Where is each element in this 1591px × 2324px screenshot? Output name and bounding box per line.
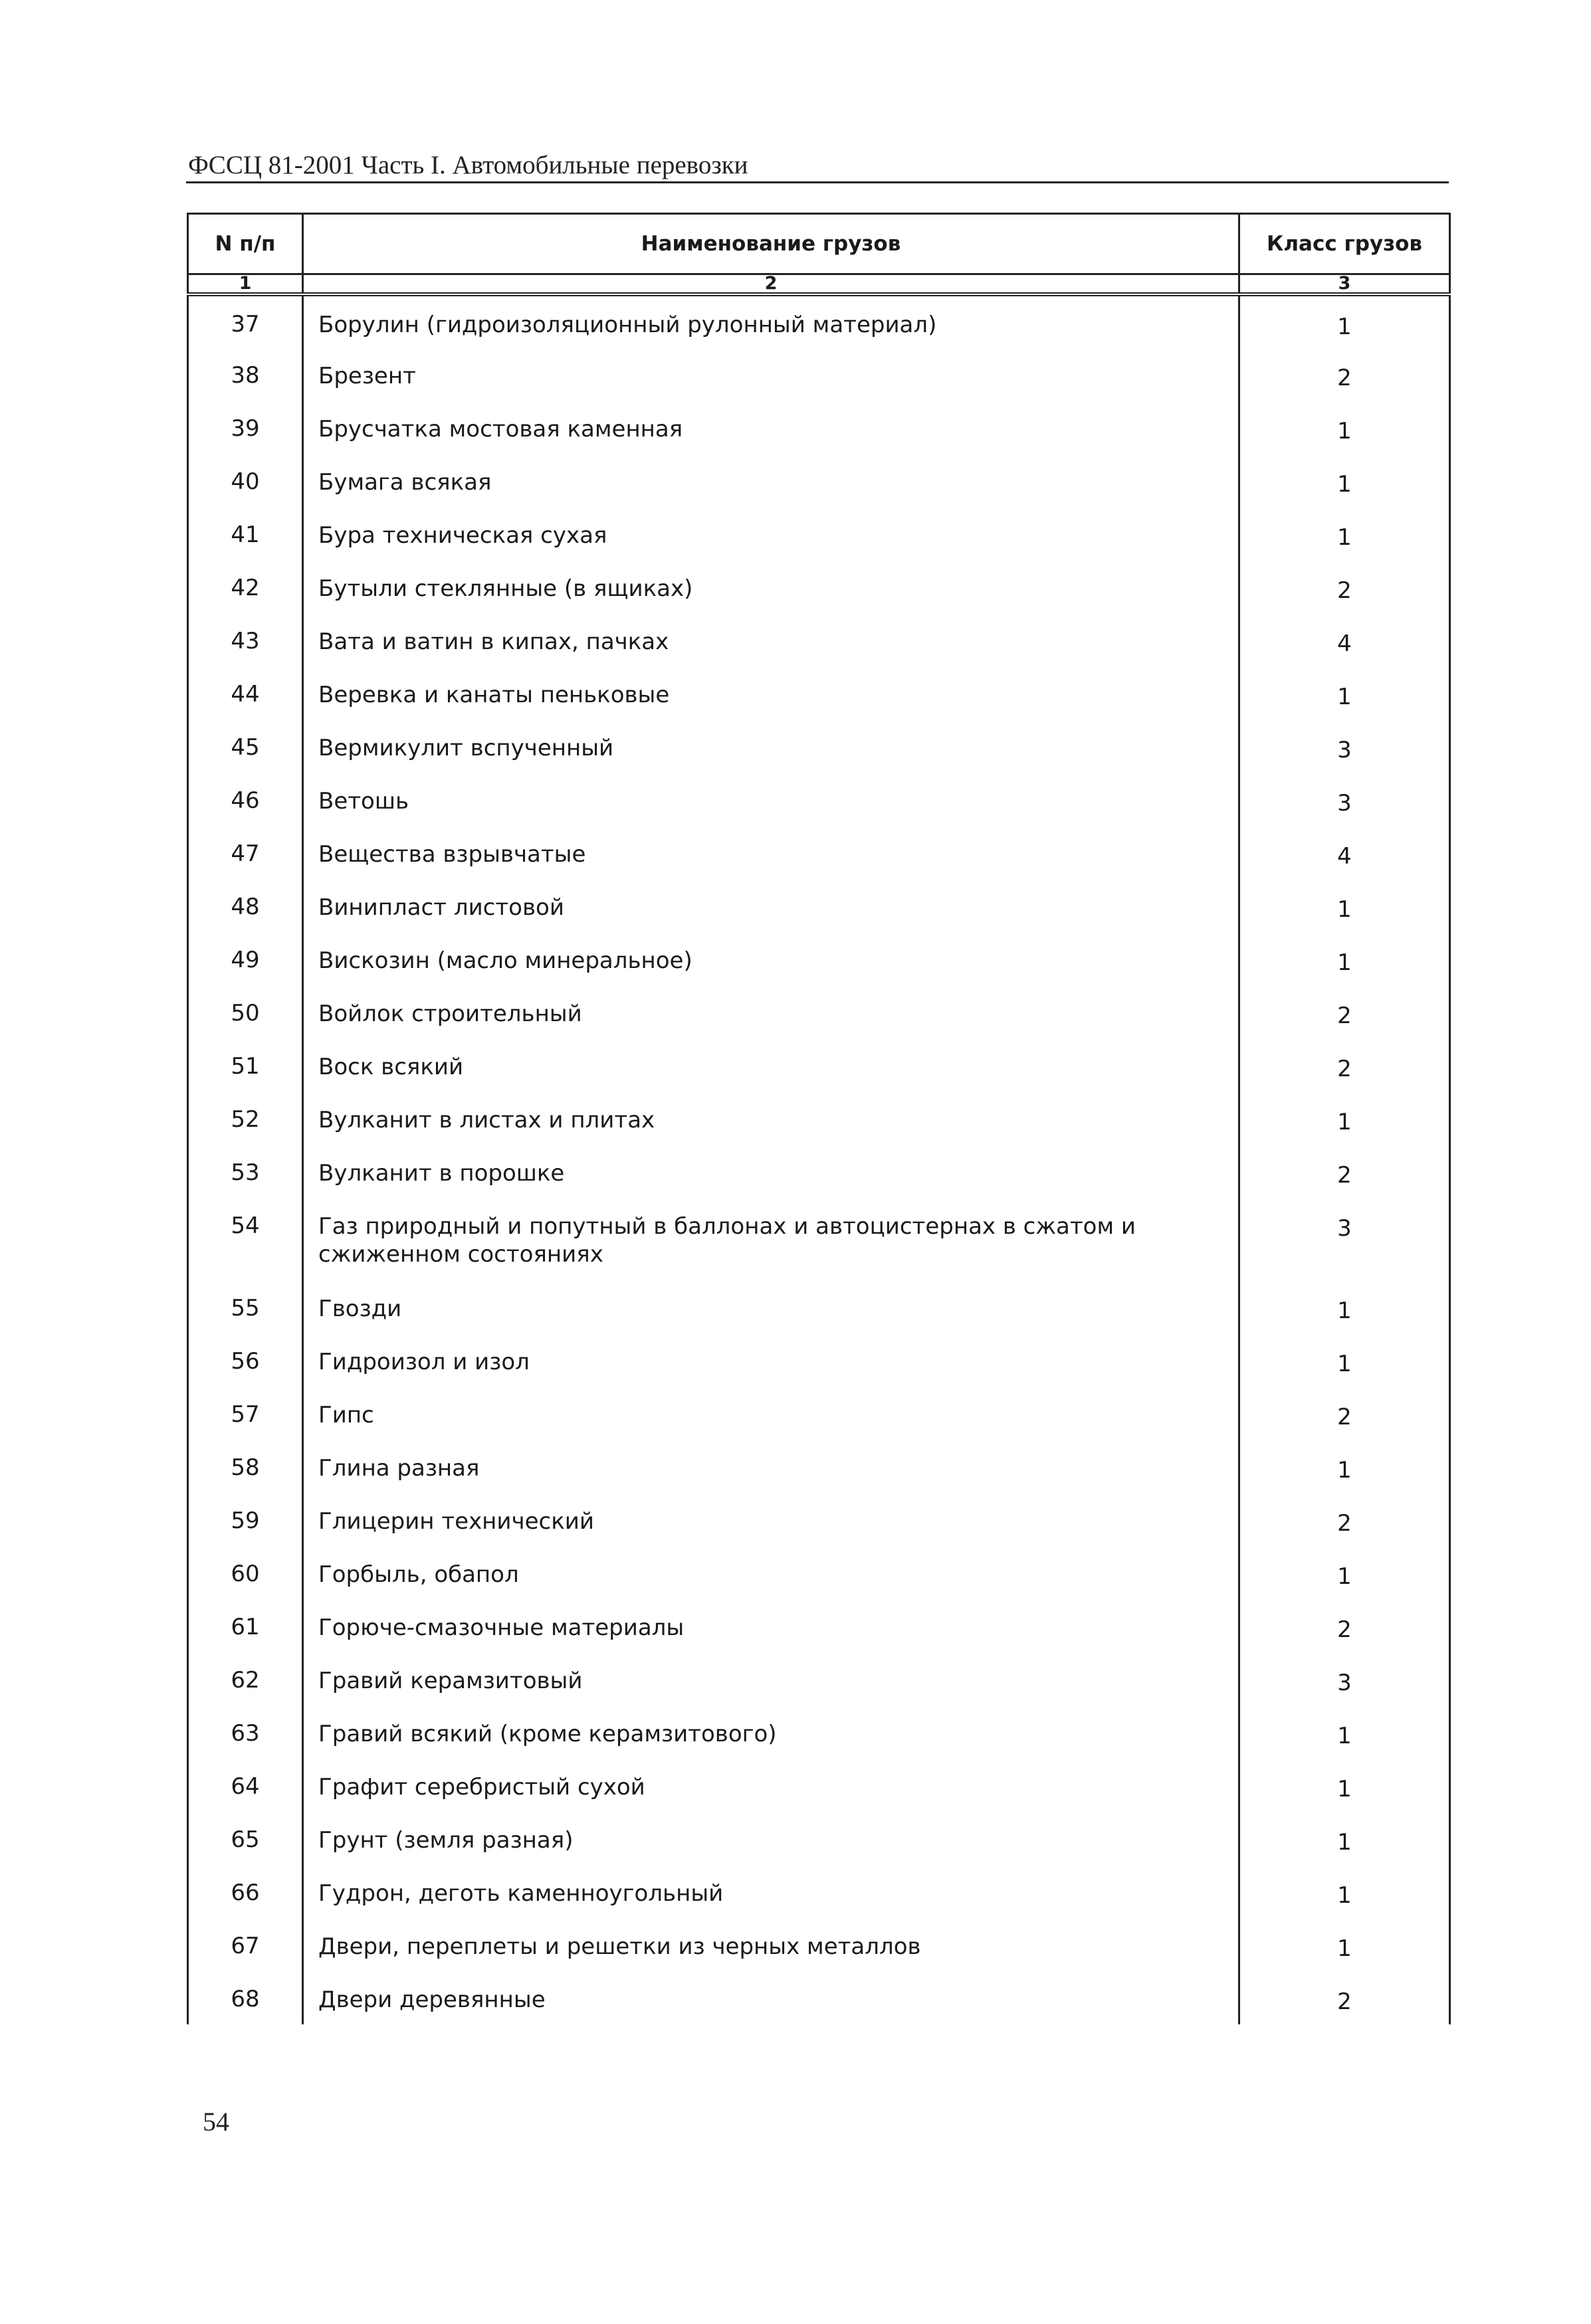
- cargo-class-cell: 1: [1239, 454, 1450, 507]
- cargo-name-cell: Грунт (земля разная): [303, 1812, 1239, 1865]
- cargo-class-cell: 1: [1239, 1546, 1450, 1599]
- table-row: [188, 294, 1450, 347]
- cargo-name-cell: Вещества взрывчатые: [303, 826, 1239, 879]
- row-number-cell: 63: [188, 1705, 303, 1759]
- row-number-cell: 52: [188, 1092, 303, 1145]
- cargo-class-cell: 1: [1239, 1759, 1450, 1812]
- cargo-class-cell: 3: [1239, 1198, 1450, 1280]
- cargo-class-cell: 1: [1239, 1280, 1450, 1333]
- table-row: [188, 1038, 1450, 1092]
- table-row: [188, 1145, 1450, 1198]
- cargo-name-cell: Бумага всякая: [303, 454, 1239, 507]
- table-row: [188, 985, 1450, 1038]
- cargo-name-cell: Вулканит в порошке: [303, 1145, 1239, 1198]
- cargo-class-cell: 1: [1239, 1918, 1450, 1971]
- cargo-class-cell: 1: [1239, 879, 1450, 932]
- table-row: [188, 454, 1450, 507]
- cargo-name-cell: Гравий всякий (кроме керамзитового): [303, 1705, 1239, 1759]
- cargo-class-cell: 2: [1239, 1493, 1450, 1546]
- row-number-cell: 48: [188, 879, 303, 932]
- table-row: [188, 773, 1450, 826]
- cargo-name-cell: Гидроизол и изол: [303, 1333, 1239, 1387]
- table-row: [188, 1759, 1450, 1812]
- row-number-cell: 45: [188, 720, 303, 773]
- cargo-class-cell: 1: [1239, 1092, 1450, 1145]
- row-number-cell: 57: [188, 1387, 303, 1440]
- cargo-name-cell: Вата и ватин в кипах, пачках: [303, 613, 1239, 666]
- table-row: [188, 507, 1450, 560]
- table-row: [188, 1198, 1450, 1280]
- cargo-class-cell: 3: [1239, 720, 1450, 773]
- table-row: [188, 932, 1450, 985]
- row-number-cell: 41: [188, 507, 303, 560]
- column-numbers-row: [188, 274, 1450, 295]
- table-row: [188, 560, 1450, 613]
- row-number-cell: 56: [188, 1333, 303, 1387]
- table-row: [188, 401, 1450, 454]
- cargo-name-cell: Брусчатка мостовая каменная: [303, 401, 1239, 454]
- table-row: [188, 1705, 1450, 1759]
- column-number-3: 3: [1239, 274, 1450, 295]
- running-header: ФССЦ 81-2001 Часть I. Автомобильные перевозки: [188, 151, 748, 179]
- column-header-name: Наименование грузов: [303, 214, 1239, 274]
- cargo-name-cell: Горюче-смазочные материалы: [303, 1599, 1239, 1652]
- row-number-cell: 68: [188, 1971, 303, 2024]
- cargo-class-cell: 1: [1239, 294, 1450, 347]
- cargo-name-cell: Воск всякий: [303, 1038, 1239, 1092]
- row-number-cell: 49: [188, 932, 303, 985]
- row-number-cell: 58: [188, 1440, 303, 1493]
- cargo-name-cell: Вермикулит вспученный: [303, 720, 1239, 773]
- table-row: [188, 1971, 1450, 2024]
- table-row: [188, 613, 1450, 666]
- cargo-class-cell: 1: [1239, 666, 1450, 720]
- row-number-cell: 38: [188, 347, 303, 401]
- table-row: [188, 1387, 1450, 1440]
- cargo-class-cell: 1: [1239, 1865, 1450, 1918]
- row-number-cell: 64: [188, 1759, 303, 1812]
- cargo-name-cell: Гипс: [303, 1387, 1239, 1440]
- cargo-class-cell: 2: [1239, 1387, 1450, 1440]
- cargo-class-cell: 2: [1239, 1599, 1450, 1652]
- table-row: [188, 1280, 1450, 1333]
- row-number-cell: 47: [188, 826, 303, 879]
- cargo-name-cell: Двери деревянные: [303, 1971, 1239, 2024]
- table-row: [188, 1652, 1450, 1705]
- cargo-name-cell: Войлок строительный: [303, 985, 1239, 1038]
- cargo-name-cell: Газ природный и попутный в баллонах и автоцистернах в сжатом и сжиженном состояниях: [303, 1198, 1239, 1280]
- cargo-class-cell: 3: [1239, 773, 1450, 826]
- row-number-cell: 50: [188, 985, 303, 1038]
- cargo-name-cell: Вулканит в листах и плитах: [303, 1092, 1239, 1145]
- cargo-class-cell: 1: [1239, 932, 1450, 985]
- table-row: [188, 826, 1450, 879]
- cargo-name-cell: Ветошь: [303, 773, 1239, 826]
- row-number-cell: 40: [188, 454, 303, 507]
- table-row: [188, 1812, 1450, 1865]
- row-number-cell: 65: [188, 1812, 303, 1865]
- column-header-class: Класс грузов: [1239, 214, 1450, 274]
- cargo-class-table-wrap: [187, 213, 1449, 2024]
- cargo-name-cell: Вискозин (масло минеральное): [303, 932, 1239, 985]
- cargo-name-cell: Винипласт листовой: [303, 879, 1239, 932]
- cargo-name-cell: Бутыли стеклянные (в ящиках): [303, 560, 1239, 613]
- cargo-class-cell: 1: [1239, 1705, 1450, 1759]
- cargo-name-cell: Горбыль, обапол: [303, 1546, 1239, 1599]
- table-row: [188, 1546, 1450, 1599]
- cargo-name-cell: Двери, переплеты и решетки из черных металлов: [303, 1918, 1239, 1971]
- cargo-class-cell: 1: [1239, 507, 1450, 560]
- column-number-2: 2: [303, 274, 1239, 295]
- row-number-cell: 42: [188, 560, 303, 613]
- cargo-class-cell: 2: [1239, 1038, 1450, 1092]
- table-row: [188, 347, 1450, 401]
- table-row: [188, 879, 1450, 932]
- table-row: [188, 1333, 1450, 1387]
- cargo-class-cell: 2: [1239, 1971, 1450, 2024]
- table-row: [188, 1918, 1450, 1971]
- cargo-name-cell: Гравий керамзитовый: [303, 1652, 1239, 1705]
- table-row: [188, 1599, 1450, 1652]
- row-number-cell: 59: [188, 1493, 303, 1546]
- row-number-cell: 61: [188, 1599, 303, 1652]
- cargo-name-cell: Веревка и канаты пеньковые: [303, 666, 1239, 720]
- cargo-name-cell: Глицерин технический: [303, 1493, 1239, 1546]
- cargo-class-cell: 1: [1239, 1812, 1450, 1865]
- cargo-class-cell: 2: [1239, 560, 1450, 613]
- cargo-class-cell: 1: [1239, 1333, 1450, 1387]
- table-row: [188, 1493, 1450, 1546]
- cargo-class-cell: 4: [1239, 613, 1450, 666]
- table-row: [188, 1865, 1450, 1918]
- cargo-name-cell: Гвозди: [303, 1280, 1239, 1333]
- column-number-1: 1: [188, 274, 303, 295]
- row-number-cell: 46: [188, 773, 303, 826]
- table-row: [188, 666, 1450, 720]
- row-number-cell: 53: [188, 1145, 303, 1198]
- cargo-class-cell: 4: [1239, 826, 1450, 879]
- row-number-cell: 51: [188, 1038, 303, 1092]
- cargo-name-cell: Глина разная: [303, 1440, 1239, 1493]
- table-row: [188, 1440, 1450, 1493]
- cargo-name-cell: Борулин (гидроизоляционный рулонный материал): [303, 294, 1239, 347]
- page-number: 54: [203, 2107, 229, 2137]
- table-header-row: [188, 214, 1450, 274]
- cargo-class-cell: 1: [1239, 401, 1450, 454]
- row-number-cell: 54: [188, 1198, 303, 1280]
- row-number-cell: 62: [188, 1652, 303, 1705]
- cargo-class-cell: 2: [1239, 1145, 1450, 1198]
- cargo-class-cell: 1: [1239, 1440, 1450, 1493]
- table-body: [188, 294, 1450, 2024]
- header-rule: [186, 181, 1449, 183]
- cargo-class-cell: 3: [1239, 1652, 1450, 1705]
- cargo-class-table: [187, 213, 1451, 2024]
- row-number-cell: 60: [188, 1546, 303, 1599]
- row-number-cell: 67: [188, 1918, 303, 1971]
- cargo-name-cell: Брезент: [303, 347, 1239, 401]
- table-row: [188, 720, 1450, 773]
- row-number-cell: 44: [188, 666, 303, 720]
- cargo-name-cell: Графит серебристый сухой: [303, 1759, 1239, 1812]
- row-number-cell: 66: [188, 1865, 303, 1918]
- row-number-cell: 39: [188, 401, 303, 454]
- cargo-name-cell: Бура техническая сухая: [303, 507, 1239, 560]
- row-number-cell: 37: [188, 294, 303, 347]
- row-number-cell: 55: [188, 1280, 303, 1333]
- cargo-class-cell: 2: [1239, 347, 1450, 401]
- cargo-name-cell: Гудрон, деготь каменноугольный: [303, 1865, 1239, 1918]
- column-header-number: N п/п: [188, 214, 303, 274]
- cargo-class-cell: 2: [1239, 985, 1450, 1038]
- table-row: [188, 1092, 1450, 1145]
- row-number-cell: 43: [188, 613, 303, 666]
